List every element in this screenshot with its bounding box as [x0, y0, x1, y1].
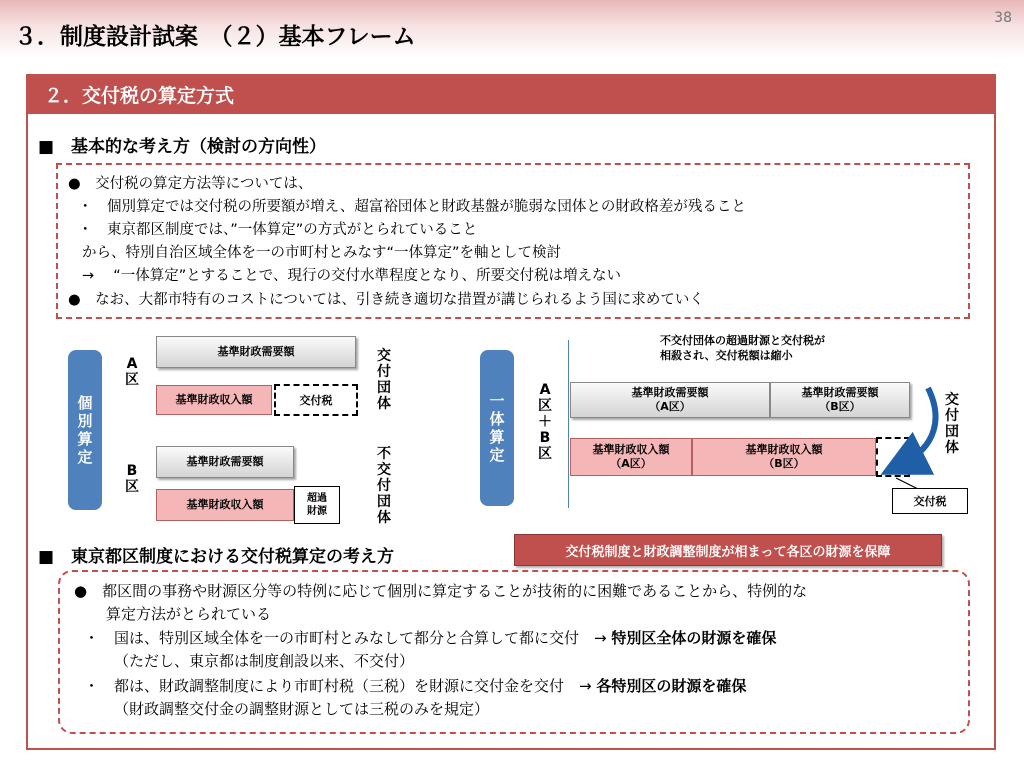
approach-line-2: ・ 個別算定では交付税の所要額が増え、超富裕団体と財政基盤が脆弱な団体との財政格差が残ること — [78, 199, 746, 215]
curved-arrow-icon — [902, 388, 935, 464]
approach-line-4: から、特別自治区域全体を一の市町村とみなす“一体算定”を軸として検討 — [82, 245, 562, 261]
approach-line-3: ・ 東京都区制度では、”一体算定”の方式がとられていること — [78, 222, 478, 238]
left-demand-b: 基準財政需要額 — [156, 446, 294, 478]
right-demand-a: 基準財政需要額 （A区） — [570, 382, 770, 418]
individual-calc-label: 個 別 算 定 — [68, 350, 102, 510]
tokyo-item-1: ・ 国は、特別区域全体を一の市町村とみなして都分と合算して都に交付 → 特別区全体の財源を確保 — [84, 629, 777, 647]
area-a-label: A 区 — [125, 356, 139, 388]
tokyo-bullet-cont: 算定方法がとられている — [106, 605, 272, 623]
guarantee-banner: 交付税制度と財政調整制度が相まって各区の財源を保障 — [514, 534, 942, 566]
page-title: ３．制度設計試案 （２）基本フレーム — [14, 24, 416, 50]
left-grant-a-label: 交付税 — [299, 394, 333, 407]
right-status: 交 付 団 体 — [945, 392, 959, 456]
area-b-label: B 区 — [125, 463, 139, 495]
left-revenue-a: 基準財政収入額 — [156, 385, 272, 415]
right-axis-line — [568, 340, 569, 508]
left-revenue-b: 基準財政収入額 — [156, 489, 294, 521]
section-title: ２．交付税の算定方式 — [26, 74, 996, 114]
tokyo-heading: ■ 東京都区制度における交付税算定の考え方 — [38, 547, 395, 567]
approach-line-1: ● 交付税の算定方法等については、 — [68, 176, 313, 192]
right-grant-callout: 交付税 — [892, 488, 968, 514]
right-revenue-b: 基準財政収入額 （B区） — [692, 438, 876, 476]
area-ab-label: A 区 ＋ B 区 — [538, 382, 552, 462]
tokyo-item-2: ・ 都は、財政調整制度により市町村税（三税）を財源に交付金を交付 → 各特別区の財源を確保 — [84, 677, 747, 695]
basic-approach-heading: ■ 基本的な考え方（検討の方向性） — [38, 137, 327, 157]
tokyo-item-1-result: 特別区全体の財源を確保 — [611, 629, 777, 647]
approach-line-5: → “一体算定”とすることで、現行の交付水準程度となり、所要交付税は増えない — [82, 268, 621, 284]
approach-line-6: ● なお、大都市特有のコストについては、引き続き適切な措置が講じられるよう国に求めていく — [68, 292, 704, 308]
tokyo-item-2-note: （財政調整交付金の調整財源としては三税のみを規定） — [114, 700, 490, 718]
page-number: 38 — [994, 10, 1012, 26]
left-status-a: 交 付 団 体 — [377, 348, 391, 412]
left-status-b: 不 交 付 団 体 — [377, 446, 391, 526]
tokyo-bullet: ● 都区間の事務や財源区分等の特例に応じて個別に算定することが技術的に困難であることから、特例的な — [74, 582, 808, 600]
tokyo-item-1-note: （ただし、東京都は制度創設以来、不交付） — [114, 652, 415, 670]
right-revenue-a: 基準財政収入額 （A区） — [570, 438, 692, 476]
left-demand-a: 基準財政需要額 — [156, 336, 356, 368]
unified-calc-label: 一 体 算 定 — [480, 350, 514, 506]
left-surplus-b: 超過 財源 — [294, 486, 340, 524]
tokyo-item-2-result: 各特別区の財源を確保 — [596, 677, 747, 695]
right-demand-b: 基準財政需要額 （B区） — [770, 382, 910, 418]
offset-note: 不交付団体の超過財源と交付税が 相殺され、交付税額は縮小 — [660, 334, 825, 362]
